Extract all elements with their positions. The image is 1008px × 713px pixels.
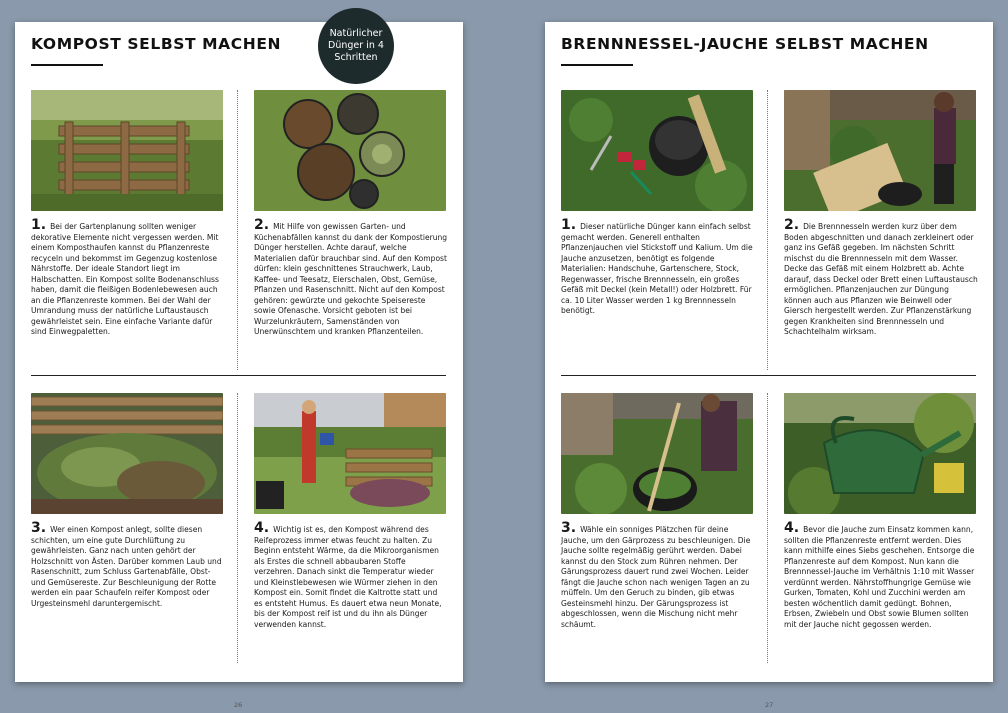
row-divider: [31, 375, 446, 376]
watering-compost-photo: [254, 393, 446, 514]
page-number-left: 26: [234, 701, 243, 709]
pallet-compost-photo: [31, 90, 223, 211]
right-page-title: BRENNNESSEL-JAUCHE SELBST MACHEN: [561, 35, 929, 53]
row-divider: [561, 375, 976, 376]
step-text: [31, 520, 225, 609]
step-description: Mit Hilfe von gewissen Garten- und Küchenabfällen kannst du dank der Kompostierung Dünger herstellen. Achte darauf, welche Materialien dafür brauchbar sind. Auf den Kompost dürfen: klein geschnittenes Strauchwerk, Laub, Kaffee- und Teesatz, Eierschalen, Obst, Gemüse, Pflanzen und Rasenschnitt. Nicht auf den Kompost gehören: gewürzte und gekochte Speisereste sowie Ofenasche. Vorsicht geboten ist bei Wurzelunkräutern, Samenständen von Unerwünschtem und kranken Pflanzenteilen.: [254, 222, 448, 336]
step-text: [784, 217, 978, 338]
column-divider: [767, 90, 768, 370]
column-divider: [237, 393, 238, 663]
step-description: Die Brennnesseln werden kurz über dem Boden abgeschnitten und danach zerkleinert oder ganz ins Gefäß gegeben. Im nächsten Schritt mischst du die Brennnesseln mit dem Wasser. Decke das Gefäß mit einem Holzbrett ab. Achte darauf, dass Deckel oder Brett einen Luftaustausch ermöglichen. Pflanzenjauchen zur Düngung können auch aus Pflanzen wie Beinwell oder Giersch hergestellt werden. Zur Pflanzenstärkung gegen Krankheiten sind Brennnesseln und Schachtelhalm wirksam.: [784, 222, 978, 336]
step-description: Wähle ein sonniges Plätzchen für deine Jauche, um den Gärprozess zu beschleunigen. Die Jauche sollte regelmäßig gerührt werden. Dabei kannst du den Stock zum Rühren nehmen. Der Gärungsprozess dauert rund zwei Wochen. Leider fängt die Jauche schon nach wenigen Tagen an zu müffeln. Um den Geruch zu binden, gib etwas Gesteinsmehl hinzu. Der Gärungsprozess ist abgeschlossen, wenn die Mischung nicht mehr schäumt.: [561, 525, 751, 629]
left-page-title: KOMPOST SELBST MACHEN: [31, 35, 282, 53]
compost-step-1: [31, 90, 225, 338]
step-text: [561, 217, 755, 317]
watering-can-photo: [784, 393, 976, 514]
covering-barrel-photo: [784, 90, 976, 211]
step-description: Dieser natürliche Dünger kann einfach selbst gemacht werden. Generell enthalten Pflanzenjauchen viel Stickstoff und Kalium. Um die Jauche anzusetzen, benötigt es folgende Materialien: Handschuhe, Gartenschere, Stock, Regenwasser, frische Brennnesseln, ein großes Gefäß mit Deckel (kein Metall!) oder Holzbrett. Für ca. 10 Liter Wasser werden 1 kg Brennnesseln benötigt.: [561, 222, 753, 315]
steps-badge: [318, 8, 394, 84]
column-divider: [767, 393, 768, 663]
step-text: [254, 520, 448, 630]
nettle-step-2: [784, 90, 978, 338]
step-number: 2.: [254, 217, 270, 233]
step-description: Wichtig ist es, den Kompost während des Reifeprozess immer etwas feucht zu halten. Zu Beginn entsteht Wärme, da die Mikroorganismen als Erstes die schnell abbaubaren Stoffe verzehren. Danach sinkt die Temperatur wieder und Kleinstlebewesen wie Würmer ziehen in den Kompost ein. Somit findet die Kaltrotte statt und es entsteht Humus. Es dauert etwa neun Monate, bis der Kompost reif ist und du ihn als Dünger verwenden kannst.: [254, 525, 442, 629]
step-description: Wer einen Kompost anlegt, sollte diesen schichten, um eine gute Durchlüftung zu gewährleisten. Ganz nach unten gehört der Holzschnitt von Ästen. Darüber kommen Laub und Rasenschnitt, zum Schluss Gartenabfälle, Obst- und Gemüsereste. Zur Beschleunigung der Rotte werden ein paar Schaufeln reifer Kompost oder Urgesteinsmehl daruntergemischt.: [31, 525, 222, 608]
title-underline: [31, 64, 103, 66]
title-underline: [561, 64, 633, 66]
step-number: 3.: [561, 520, 577, 536]
stirring-barrel-photo: [561, 393, 753, 514]
step-description: Bevor die Jauche zum Einsatz kommen kann, sollten die Pflanzenreste entfernt werden. Dies kann mithilfe eines Siebs geschehen. Entsorge die Pflanzenreste auf dem Kompost. Nun kann die Brennnessel-Jauche im Verhältnis 1:10 mit Wasser verdünnt werden. Nährstoffhungrige Gemüse wie Gurken, Tomaten, Kohl und Zucchini werden am besten wöchentlich damit gedüngt. Bohnen, Erbsen, Zwiebeln und Obst sowie Blumen sollten mit der Jauche nicht gegossen werden.: [784, 525, 975, 629]
step-description: Bei der Gartenplanung sollten weniger dekorative Elemente nicht vergessen werden. Mit einem Komposthaufen kannst du Pflanzenreste recyceln und bekommst im Gegenzug kostenlose Nährstoffe. Der ideale Standort liegt im Halbschatten. Ein Kompost sollte Bodenanschluss haben, damit die fleißigen Bodenlebewesen auch an die Pflanzenreste kommen. Bei der Wahl der Umrandung muss der natürliche Luftaustausch gewährleistet sein. Eine einfache Variante dafür sind Einwegpaletten.: [31, 222, 219, 336]
step-number: 1.: [31, 217, 47, 233]
compost-step-4: [254, 393, 448, 630]
step-text: [254, 217, 448, 338]
step-text: [784, 520, 978, 630]
page-number-right: 27: [765, 701, 774, 709]
left-page: [15, 22, 463, 682]
compost-step-3: [31, 393, 225, 609]
step-number: 1.: [561, 217, 577, 233]
layered-compost-photo: [31, 393, 223, 514]
right-page: [545, 22, 993, 682]
step-number: 3.: [31, 520, 47, 536]
step-number: 4.: [784, 520, 800, 536]
step-text: [561, 520, 755, 630]
nettle-step-4: [784, 393, 978, 630]
badge-text: Natürlicher Dünger in 4 Schritten: [328, 28, 384, 63]
step-text: [31, 217, 225, 338]
kitchen-waste-bowls-photo: [254, 90, 446, 211]
nettle-materials-photo: [561, 90, 753, 211]
column-divider: [237, 90, 238, 370]
nettle-step-1: [561, 90, 755, 317]
step-number: 2.: [784, 217, 800, 233]
compost-step-2: [254, 90, 448, 338]
nettle-step-3: [561, 393, 755, 630]
step-number: 4.: [254, 520, 270, 536]
